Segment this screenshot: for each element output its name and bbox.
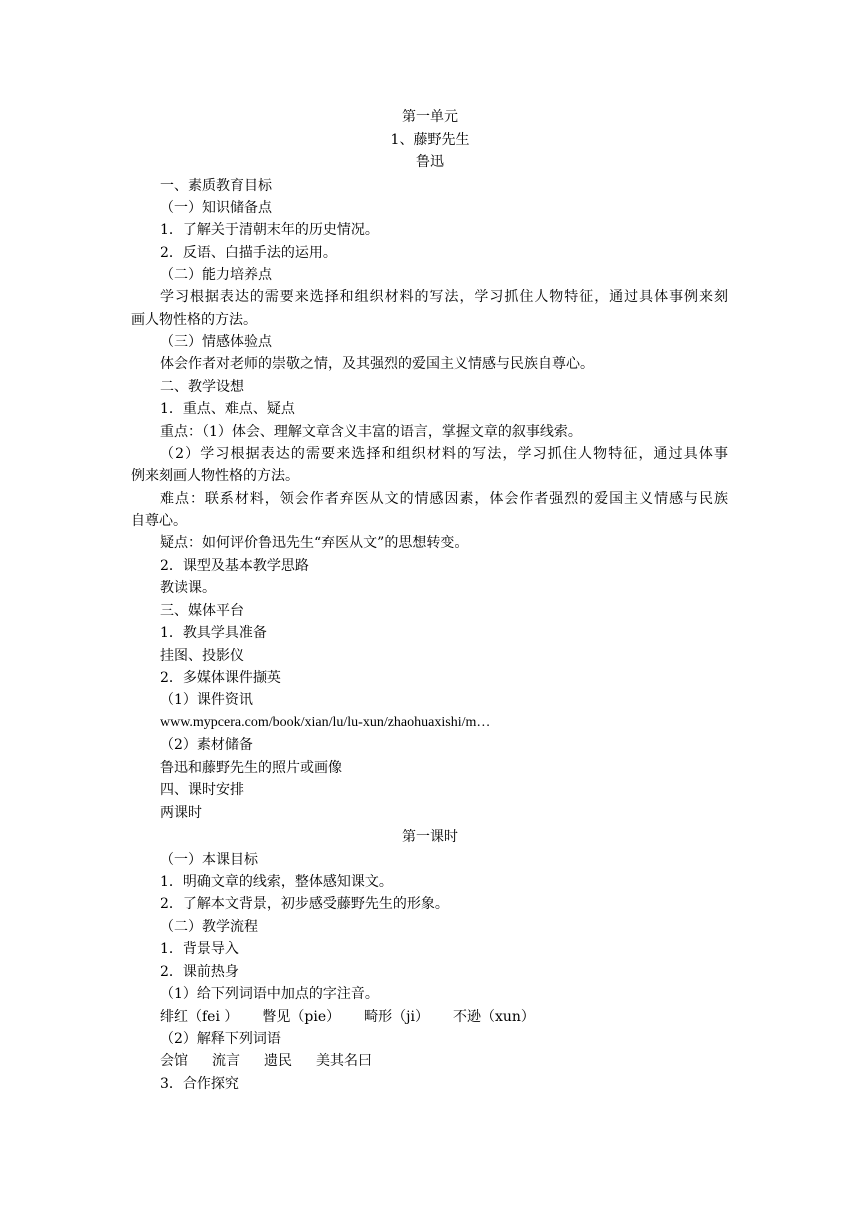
paragraph-line: 难点：联系材料，领会作者弃医从文的情感因素，体会作者强烈的爱国主义情感与民族 (160, 491, 728, 507)
sub-item: （1）课件资讯 (160, 692, 253, 708)
paragraph-line: 重点：（1）体会、理解文章含义丰富的语言，掌握文章的叙事线索。 (160, 424, 582, 440)
section-heading: 三、媒体平台 (160, 603, 244, 619)
lesson-title: 1、藤野先生 (390, 132, 470, 148)
sub-item: （1）给下列词语中加点的字注音。 (160, 986, 379, 1002)
list-item: 3．合作探究 (160, 1076, 239, 1092)
paragraph-line: 教读课。 (160, 580, 216, 596)
paragraph-line: 挂图、投影仪 (160, 648, 244, 664)
word-row (160, 1053, 372, 1069)
unit-heading: 第一单元 (402, 109, 458, 125)
paragraph-line: 画人物性格的方法。 (131, 312, 257, 328)
section-heading: 一、素质教育目标 (160, 178, 272, 194)
pinyin-item: 绯红（fei ） (160, 1009, 239, 1025)
list-item: 2．课型及基本教学思路 (160, 558, 309, 574)
word-item: 美其名曰 (316, 1053, 372, 1069)
list-item: 1．明确文章的线索，整体感知课文。 (160, 874, 393, 890)
word-item: 遗民 (264, 1053, 292, 1069)
paragraph-line: 学习根据表达的需要来选择和组织材料的写法，学习抓住人物特征，通过具体事例来刻 (160, 289, 728, 305)
pinyin-item: 畸形（ji） (364, 1009, 429, 1025)
list-item: 2．了解本文背景，初步感受藤野先生的形象。 (160, 896, 449, 912)
list-item: 1．重点、难点、疑点 (160, 401, 295, 417)
sub-item: （2）素材储备 (160, 737, 253, 753)
author: 鲁迅 (416, 154, 444, 170)
list-item: 1．教具学具准备 (160, 625, 267, 641)
paragraph-line: 两课时 (160, 805, 202, 821)
lesson-heading: 第一课时 (402, 829, 458, 845)
list-item: 2．多媒体课件撷英 (160, 670, 281, 686)
list-item: 1．了解关于清朝末年的历史情况。 (160, 222, 379, 238)
sub-item: （2）解释下列词语 (160, 1031, 281, 1047)
paragraph-line: （2）学习根据表达的需要来选择和组织材料的写法，学习抓住人物特征，通过具体事 (160, 446, 728, 462)
list-item: 2．反语、白描手法的运用。 (160, 245, 337, 261)
pinyin-item: 不逊（xun） (452, 1009, 535, 1025)
sub-heading: （一）知识储备点 (160, 200, 272, 216)
section-heading: 四、课时安排 (160, 782, 244, 798)
pinyin-row (160, 1009, 535, 1025)
word-item: 流言 (212, 1053, 240, 1069)
paragraph-line: 例来刻画人物性格的方法。 (131, 468, 299, 484)
pinyin-item: 瞥见（pie） (262, 1009, 341, 1025)
sub-heading: （二）能力培养点 (160, 267, 272, 283)
sub-heading: （三）情感体验点 (160, 334, 272, 350)
word-item: 会馆 (160, 1053, 188, 1069)
resource-url: www.mypcera.com/book/xian/lu/lu-xun/zhaohuaxishi/m… (160, 715, 491, 730)
sub-heading: （一）本课目标 (160, 852, 258, 868)
list-item: 1．背景导入 (160, 941, 239, 957)
paragraph-line: 疑点：如何评价鲁迅先生“弃医从文”的思想转变。 (160, 535, 469, 551)
paragraph-line: 体会作者对老师的崇敬之情，及其强烈的爱国主义情感与民族自尊心。 (160, 356, 594, 372)
paragraph-line: 自尊心。 (131, 513, 187, 529)
paragraph-line: 鲁迅和藤野先生的照片或画像 (160, 760, 342, 776)
list-item: 2．课前热身 (160, 964, 239, 980)
sub-heading: （二）教学流程 (160, 919, 258, 935)
section-heading: 二、教学设想 (160, 379, 244, 395)
